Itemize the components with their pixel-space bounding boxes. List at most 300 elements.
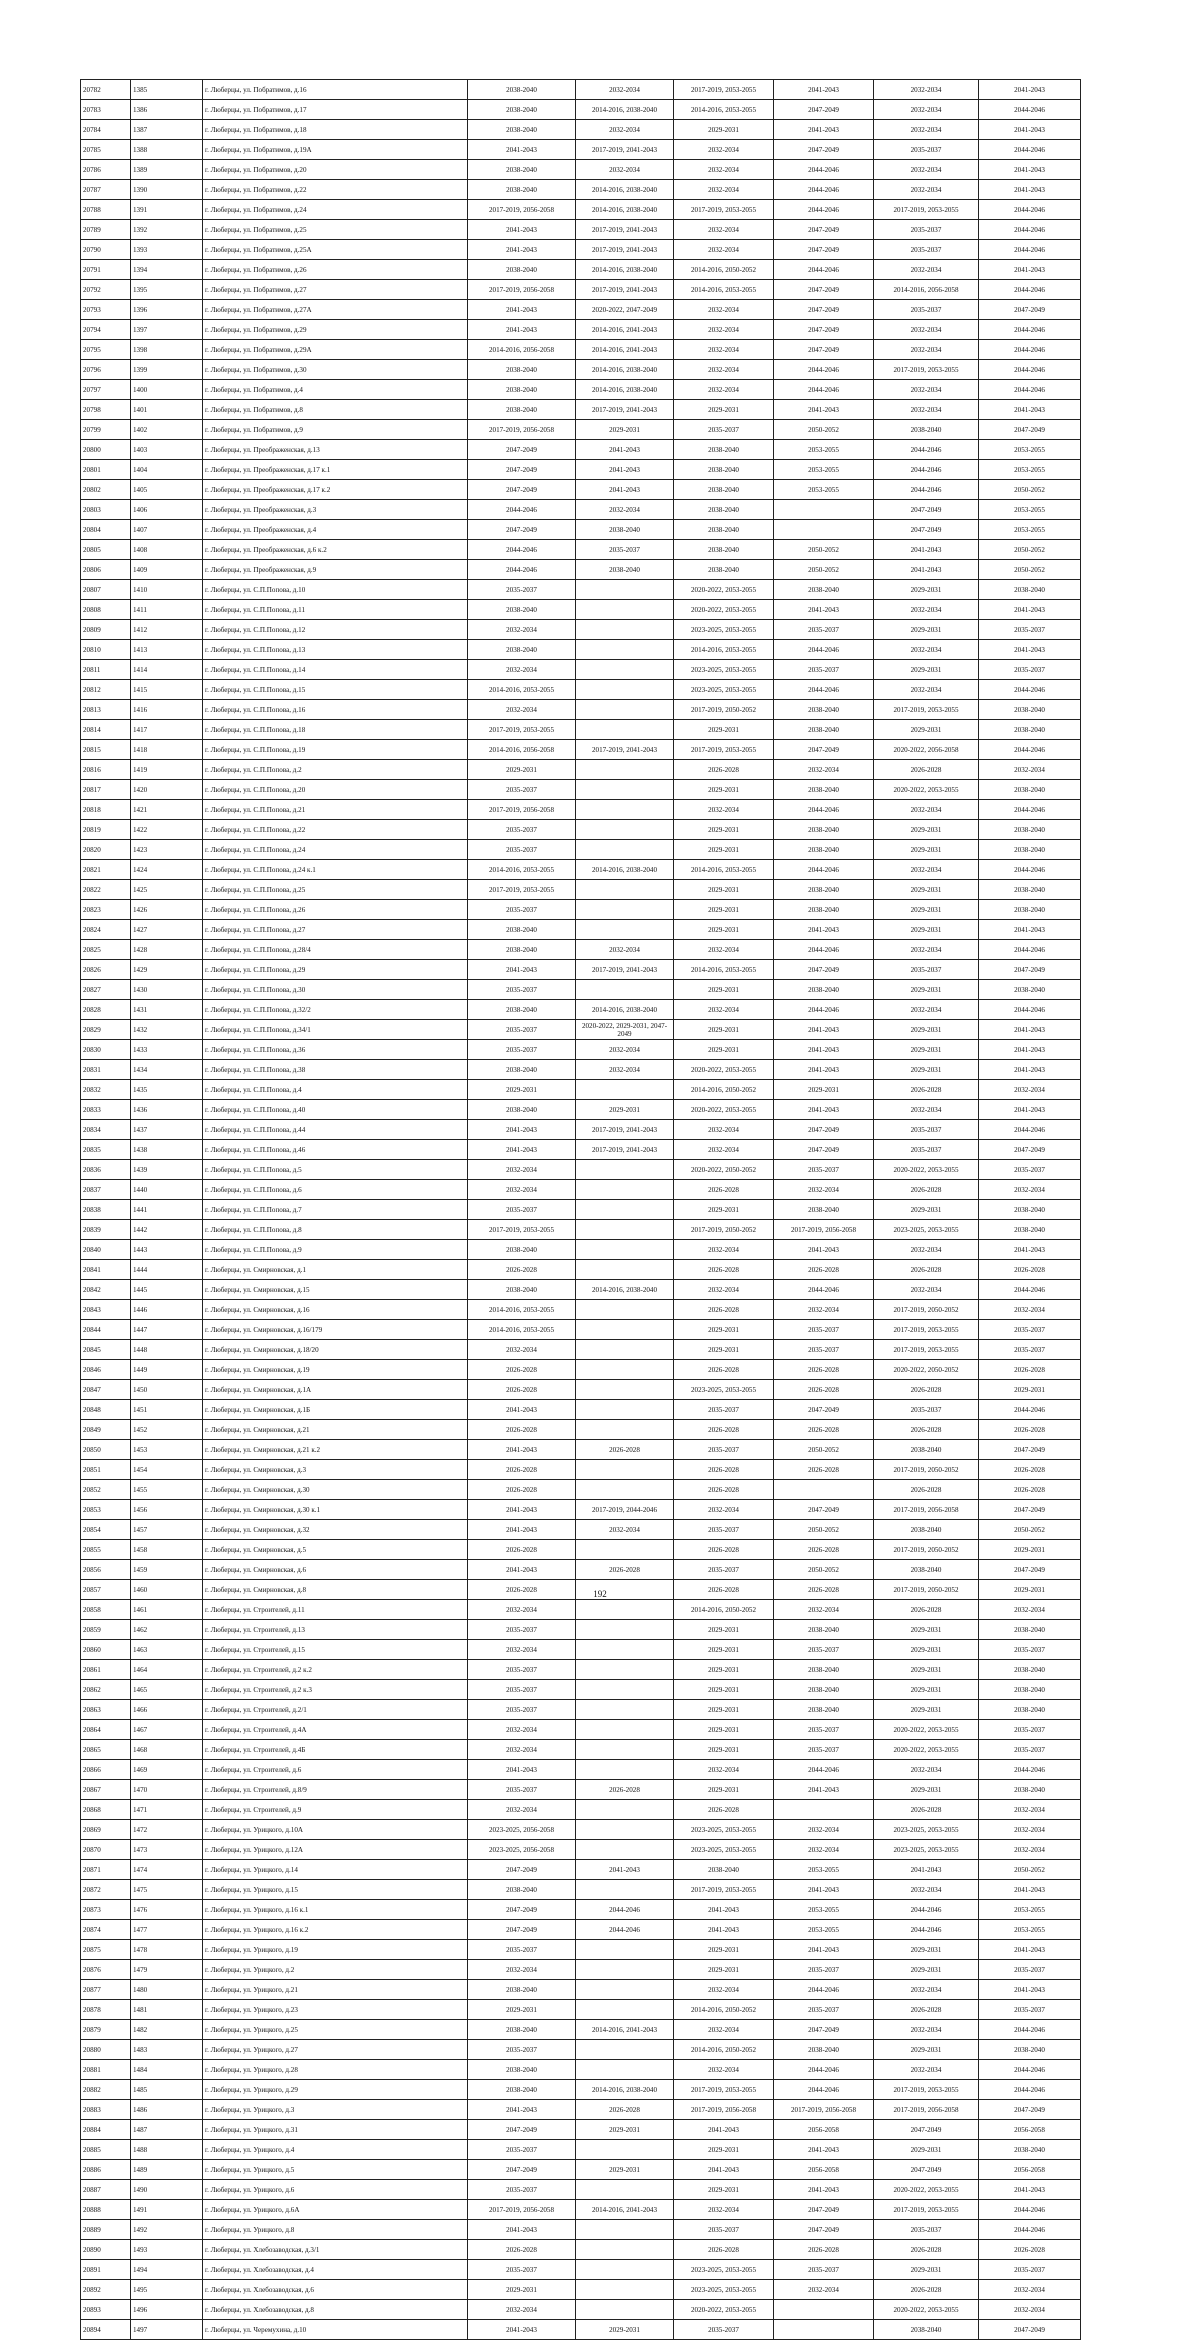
cell-record-number: 20892 bbox=[81, 2280, 131, 2300]
cell-period-col-1: 2035-2037 bbox=[468, 840, 576, 860]
cell-item-number: 1468 bbox=[131, 1740, 203, 1760]
cell-period-col-6: 2032-2034 bbox=[979, 2280, 1081, 2300]
table-row bbox=[81, 420, 1081, 440]
cell-item-number: 1460 bbox=[131, 1580, 203, 1600]
cell-address: г. Люберцы, ул. Преображенская, д.3 bbox=[203, 500, 468, 520]
cell-period-col-2: 2020-2022, 2029-2031, 2047-2049 bbox=[576, 1020, 674, 1040]
table-row bbox=[81, 1240, 1081, 1260]
cell-period-col-3: 2029-2031 bbox=[674, 1200, 774, 1220]
cell-period-col-2 bbox=[576, 780, 674, 800]
cell-item-number: 1482 bbox=[131, 2020, 203, 2040]
cell-item-number: 1443 bbox=[131, 1240, 203, 1260]
cell-period-col-4: 2035-2037 bbox=[774, 1960, 874, 1980]
cell-period-col-2 bbox=[576, 1660, 674, 1680]
table-row bbox=[81, 200, 1081, 220]
table-row bbox=[81, 2260, 1081, 2280]
cell-period-col-2 bbox=[576, 580, 674, 600]
cell-period-col-1: 2047-2049 bbox=[468, 2120, 576, 2140]
cell-address: г. Люберцы, ул. Смирновская, д.19 bbox=[203, 1360, 468, 1380]
cell-period-col-2 bbox=[576, 1200, 674, 1220]
cell-period-col-2: 2017-2019, 2041-2043 bbox=[576, 740, 674, 760]
cell-period-col-5: 2017-2019, 2050-2052 bbox=[874, 1300, 979, 1320]
cell-record-number: 20823 bbox=[81, 900, 131, 920]
cell-period-col-1: 2017-2019, 2053-2055 bbox=[468, 720, 576, 740]
cell-record-number: 20833 bbox=[81, 1100, 131, 1120]
cell-period-col-2 bbox=[576, 620, 674, 640]
cell-period-col-5: 2020-2022, 2053-2055 bbox=[874, 780, 979, 800]
cell-period-col-4 bbox=[774, 2300, 874, 2320]
cell-period-col-1: 2038-2040 bbox=[468, 940, 576, 960]
cell-address: г. Люберцы, ул. Урицкого, д.8 bbox=[203, 2220, 468, 2240]
cell-period-col-6: 2050-2052 bbox=[979, 480, 1081, 500]
cell-period-col-2 bbox=[576, 2040, 674, 2060]
cell-period-col-6: 2050-2052 bbox=[979, 540, 1081, 560]
cell-address: г. Люберцы, ул. Побратимов, д.19А bbox=[203, 140, 468, 160]
cell-address: г. Люберцы, ул. Побратимов, д.24 bbox=[203, 200, 468, 220]
cell-address: г. Люберцы, ул. Урицкого, д.15 bbox=[203, 1880, 468, 1900]
cell-item-number: 1427 bbox=[131, 920, 203, 940]
cell-period-col-4 bbox=[774, 1480, 874, 1500]
cell-address: г. Люберцы, ул. Преображенская, д.17 к.2 bbox=[203, 480, 468, 500]
cell-period-col-1: 2026-2028 bbox=[468, 1480, 576, 1500]
table-row bbox=[81, 400, 1081, 420]
cell-period-col-1: 2035-2037 bbox=[468, 1200, 576, 1220]
cell-record-number: 20874 bbox=[81, 1920, 131, 1940]
cell-period-col-5: 2029-2031 bbox=[874, 1660, 979, 1680]
cell-period-col-6: 2047-2049 bbox=[979, 1440, 1081, 1460]
cell-address: г. Люберцы, ул. С.П.Попова, д.36 bbox=[203, 1040, 468, 1060]
cell-record-number: 20855 bbox=[81, 1540, 131, 1560]
cell-record-number: 20858 bbox=[81, 1600, 131, 1620]
table-row bbox=[81, 800, 1081, 820]
cell-period-col-1: 2047-2049 bbox=[468, 480, 576, 500]
table-body bbox=[81, 80, 1081, 2340]
cell-period-col-2 bbox=[576, 2060, 674, 2080]
cell-record-number: 20811 bbox=[81, 660, 131, 680]
cell-period-col-1: 2038-2040 bbox=[468, 1000, 576, 1020]
table-row bbox=[81, 220, 1081, 240]
cell-period-col-4: 2017-2019, 2056-2058 bbox=[774, 1220, 874, 1240]
cell-address: г. Люберцы, ул. С.П.Попова, д.46 bbox=[203, 1140, 468, 1160]
cell-period-col-1: 2044-2046 bbox=[468, 560, 576, 580]
table-row bbox=[81, 880, 1081, 900]
cell-record-number: 20839 bbox=[81, 1220, 131, 1240]
cell-period-col-1: 2014-2016, 2053-2055 bbox=[468, 680, 576, 700]
cell-period-col-5: 2029-2031 bbox=[874, 1680, 979, 1700]
cell-period-col-4: 2038-2040 bbox=[774, 780, 874, 800]
cell-period-col-6: 2041-2043 bbox=[979, 2180, 1081, 2200]
cell-period-col-1: 2026-2028 bbox=[468, 1460, 576, 1480]
cell-item-number: 1493 bbox=[131, 2240, 203, 2260]
cell-period-col-4: 2038-2040 bbox=[774, 580, 874, 600]
cell-period-col-4: 2041-2043 bbox=[774, 1780, 874, 1800]
cell-period-col-2 bbox=[576, 1160, 674, 1180]
table-row bbox=[81, 600, 1081, 620]
cell-period-col-5: 2026-2028 bbox=[874, 760, 979, 780]
table-row bbox=[81, 2140, 1081, 2160]
cell-period-col-5: 2038-2040 bbox=[874, 2320, 979, 2340]
table-row bbox=[81, 2020, 1081, 2040]
cell-address: г. Люберцы, ул. Урицкого, д.19 bbox=[203, 1940, 468, 1960]
cell-record-number: 20857 bbox=[81, 1580, 131, 1600]
cell-period-col-6: 2041-2043 bbox=[979, 180, 1081, 200]
cell-period-col-3: 2020-2022, 2053-2055 bbox=[674, 2300, 774, 2320]
table-row bbox=[81, 900, 1081, 920]
table-row bbox=[81, 1700, 1081, 1720]
cell-period-col-2 bbox=[576, 1360, 674, 1380]
cell-item-number: 1392 bbox=[131, 220, 203, 240]
cell-period-col-5: 2032-2034 bbox=[874, 1280, 979, 1300]
cell-period-col-1: 2044-2046 bbox=[468, 540, 576, 560]
cell-period-col-3: 2041-2043 bbox=[674, 2120, 774, 2140]
table-row bbox=[81, 100, 1081, 120]
cell-period-col-4: 2047-2049 bbox=[774, 1140, 874, 1160]
cell-item-number: 1453 bbox=[131, 1440, 203, 1460]
cell-period-col-5: 2026-2028 bbox=[874, 1180, 979, 1200]
cell-address: г. Люберцы, ул. С.П.Попова, д.21 bbox=[203, 800, 468, 820]
cell-period-col-1: 2038-2040 bbox=[468, 160, 576, 180]
cell-record-number: 20872 bbox=[81, 1880, 131, 1900]
cell-period-col-1: 2017-2019, 2053-2055 bbox=[468, 1220, 576, 1240]
cell-period-col-5: 2044-2046 bbox=[874, 480, 979, 500]
table-row bbox=[81, 720, 1081, 740]
cell-period-col-5: 2032-2034 bbox=[874, 1100, 979, 1120]
cell-period-col-3: 2017-2019, 2053-2055 bbox=[674, 2080, 774, 2100]
cell-period-col-4: 2035-2037 bbox=[774, 1340, 874, 1360]
cell-period-col-1: 2035-2037 bbox=[468, 820, 576, 840]
cell-period-col-1: 2032-2034 bbox=[468, 1800, 576, 1820]
cell-period-col-4: 2038-2040 bbox=[774, 1200, 874, 1220]
cell-address: г. Люберцы, ул. Урицкого, д.6А bbox=[203, 2200, 468, 2220]
cell-period-col-6: 2041-2043 bbox=[979, 1100, 1081, 1120]
cell-period-col-6: 2038-2040 bbox=[979, 840, 1081, 860]
table-row bbox=[81, 1540, 1081, 1560]
cell-item-number: 1465 bbox=[131, 1680, 203, 1700]
cell-period-col-5: 2038-2040 bbox=[874, 420, 979, 440]
cell-period-col-1: 2035-2037 bbox=[468, 900, 576, 920]
cell-period-col-3: 2017-2019, 2056-2058 bbox=[674, 2100, 774, 2120]
cell-period-col-3: 2035-2037 bbox=[674, 1440, 774, 1460]
cell-record-number: 20834 bbox=[81, 1120, 131, 1140]
cell-period-col-3: 2014-2016, 2053-2055 bbox=[674, 100, 774, 120]
cell-period-col-1: 2038-2040 bbox=[468, 100, 576, 120]
cell-period-col-4: 2035-2037 bbox=[774, 1720, 874, 1740]
cell-period-col-3: 2038-2040 bbox=[674, 440, 774, 460]
cell-period-col-6: 2044-2046 bbox=[979, 240, 1081, 260]
cell-period-col-2: 2014-2016, 2038-2040 bbox=[576, 260, 674, 280]
cell-period-col-3: 2032-2034 bbox=[674, 340, 774, 360]
cell-period-col-1: 2038-2040 bbox=[468, 1880, 576, 1900]
cell-period-col-3: 2032-2034 bbox=[674, 2200, 774, 2220]
cell-period-col-5: 2041-2043 bbox=[874, 540, 979, 560]
cell-address: г. Люберцы, ул. Смирновская, д.6 bbox=[203, 1560, 468, 1580]
cell-address: г. Люберцы, ул. Побратимов, д.18 bbox=[203, 120, 468, 140]
cell-period-col-6: 2041-2043 bbox=[979, 1020, 1081, 1040]
table-row bbox=[81, 1500, 1081, 1520]
cell-period-col-2: 2017-2019, 2041-2043 bbox=[576, 1120, 674, 1140]
cell-period-col-5: 2044-2046 bbox=[874, 440, 979, 460]
cell-period-col-5: 2032-2034 bbox=[874, 320, 979, 340]
table-row bbox=[81, 80, 1081, 100]
cell-period-col-5: 2017-2019, 2050-2052 bbox=[874, 1580, 979, 1600]
table-row bbox=[81, 620, 1081, 640]
table-row bbox=[81, 520, 1081, 540]
cell-period-col-5: 2047-2049 bbox=[874, 520, 979, 540]
cell-period-col-6: 2038-2040 bbox=[979, 880, 1081, 900]
cell-period-col-4: 2035-2037 bbox=[774, 1640, 874, 1660]
cell-period-col-3: 2020-2022, 2053-2055 bbox=[674, 1060, 774, 1080]
cell-item-number: 1440 bbox=[131, 1180, 203, 1200]
cell-address: г. Люберцы, ул. Смирновская, д.8 bbox=[203, 1580, 468, 1600]
cell-address: г. Люберцы, ул. Урицкого, д.21 bbox=[203, 1980, 468, 2000]
cell-period-col-3: 2029-2031 bbox=[674, 780, 774, 800]
cell-record-number: 20796 bbox=[81, 360, 131, 380]
cell-record-number: 20816 bbox=[81, 760, 131, 780]
cell-period-col-3: 2026-2028 bbox=[674, 1460, 774, 1480]
cell-period-col-2: 2014-2016, 2038-2040 bbox=[576, 1000, 674, 1020]
cell-record-number: 20820 bbox=[81, 840, 131, 860]
cell-address: г. Люберцы, ул. Урицкого, д.5 bbox=[203, 2160, 468, 2180]
cell-period-col-4: 2053-2055 bbox=[774, 480, 874, 500]
cell-period-col-4 bbox=[774, 2320, 874, 2340]
table-row bbox=[81, 2000, 1081, 2020]
cell-period-col-4 bbox=[774, 500, 874, 520]
cell-record-number: 20856 bbox=[81, 1560, 131, 1580]
cell-item-number: 1446 bbox=[131, 1300, 203, 1320]
cell-period-col-1: 2038-2040 bbox=[468, 640, 576, 660]
cell-period-col-5: 2017-2019, 2050-2052 bbox=[874, 1540, 979, 1560]
cell-period-col-1: 2041-2043 bbox=[468, 240, 576, 260]
cell-period-col-6: 2041-2043 bbox=[979, 1040, 1081, 1060]
cell-period-col-4: 2038-2040 bbox=[774, 2040, 874, 2060]
cell-period-col-6: 2044-2046 bbox=[979, 940, 1081, 960]
cell-record-number: 20785 bbox=[81, 140, 131, 160]
cell-period-col-6: 2044-2046 bbox=[979, 1120, 1081, 1140]
cell-period-col-2 bbox=[576, 1320, 674, 1340]
cell-period-col-5: 2029-2031 bbox=[874, 1020, 979, 1040]
cell-record-number: 20878 bbox=[81, 2000, 131, 2020]
table-row bbox=[81, 480, 1081, 500]
cell-record-number: 20791 bbox=[81, 260, 131, 280]
cell-record-number: 20809 bbox=[81, 620, 131, 640]
cell-period-col-1: 2035-2037 bbox=[468, 1680, 576, 1700]
cell-period-col-2 bbox=[576, 1220, 674, 1240]
cell-period-col-1: 2032-2034 bbox=[468, 1720, 576, 1740]
cell-period-col-6: 2038-2040 bbox=[979, 1680, 1081, 1700]
cell-record-number: 20784 bbox=[81, 120, 131, 140]
table-row bbox=[81, 2100, 1081, 2120]
cell-period-col-2: 2032-2034 bbox=[576, 120, 674, 140]
cell-period-col-4: 2035-2037 bbox=[774, 660, 874, 680]
cell-period-col-5: 2029-2031 bbox=[874, 880, 979, 900]
cell-period-col-6: 2047-2049 bbox=[979, 1140, 1081, 1160]
cell-period-col-1: 2014-2016, 2053-2055 bbox=[468, 1320, 576, 1340]
cell-item-number: 1398 bbox=[131, 340, 203, 360]
cell-period-col-6: 2038-2040 bbox=[979, 1620, 1081, 1640]
cell-record-number: 20870 bbox=[81, 1840, 131, 1860]
cell-period-col-3: 2032-2034 bbox=[674, 2060, 774, 2080]
cell-period-col-2: 2044-2046 bbox=[576, 1920, 674, 1940]
cell-item-number: 1387 bbox=[131, 120, 203, 140]
table-row bbox=[81, 2040, 1081, 2060]
cell-period-col-5: 2032-2034 bbox=[874, 800, 979, 820]
cell-period-col-3: 2032-2034 bbox=[674, 940, 774, 960]
cell-period-col-4 bbox=[774, 1800, 874, 1820]
cell-address: г. Люберцы, ул. С.П.Попова, д.2 bbox=[203, 760, 468, 780]
cell-period-col-5: 2029-2031 bbox=[874, 1780, 979, 1800]
cell-record-number: 20850 bbox=[81, 1440, 131, 1460]
cell-period-col-5: 2029-2031 bbox=[874, 920, 979, 940]
table-row bbox=[81, 760, 1081, 780]
cell-period-col-1: 2038-2040 bbox=[468, 400, 576, 420]
cell-period-col-5: 2032-2034 bbox=[874, 640, 979, 660]
cell-period-col-3: 2032-2034 bbox=[674, 1120, 774, 1140]
cell-period-col-6: 2029-2031 bbox=[979, 1540, 1081, 1560]
cell-period-col-3: 2023-2025, 2053-2055 bbox=[674, 2280, 774, 2300]
cell-period-col-1: 2029-2031 bbox=[468, 2000, 576, 2020]
cell-period-col-5: 2032-2034 bbox=[874, 600, 979, 620]
cell-period-col-4: 2050-2052 bbox=[774, 1520, 874, 1540]
cell-address: г. Люберцы, ул. Смирновская, д.1Б bbox=[203, 1400, 468, 1420]
cell-period-col-2: 2014-2016, 2038-2040 bbox=[576, 200, 674, 220]
cell-period-col-2 bbox=[576, 1420, 674, 1440]
cell-period-col-5: 2032-2034 bbox=[874, 680, 979, 700]
cell-period-col-6: 2041-2043 bbox=[979, 400, 1081, 420]
cell-item-number: 1469 bbox=[131, 1760, 203, 1780]
cell-period-col-3: 2035-2037 bbox=[674, 2220, 774, 2240]
table-row bbox=[81, 1320, 1081, 1340]
cell-address: г. Люберцы, ул. Урицкого, д.27 bbox=[203, 2040, 468, 2060]
cell-period-col-3: 2023-2025, 2053-2055 bbox=[674, 1820, 774, 1840]
cell-period-col-3: 2038-2040 bbox=[674, 460, 774, 480]
cell-item-number: 1479 bbox=[131, 1960, 203, 1980]
cell-record-number: 20890 bbox=[81, 2240, 131, 2260]
cell-period-col-1: 2038-2040 bbox=[468, 2060, 576, 2080]
cell-address: г. Люберцы, ул. Строителей, д.8/9 bbox=[203, 1780, 468, 1800]
cell-item-number: 1429 bbox=[131, 960, 203, 980]
table-row bbox=[81, 540, 1081, 560]
cell-record-number: 20844 bbox=[81, 1320, 131, 1340]
cell-address: г. Люберцы, ул. Побратимов, д.27 bbox=[203, 280, 468, 300]
cell-period-col-2 bbox=[576, 1540, 674, 1560]
cell-period-col-4: 2029-2031 bbox=[774, 1080, 874, 1100]
cell-period-col-5: 2032-2034 bbox=[874, 940, 979, 960]
cell-item-number: 1441 bbox=[131, 1200, 203, 1220]
cell-item-number: 1403 bbox=[131, 440, 203, 460]
table-row bbox=[81, 680, 1081, 700]
cell-period-col-3: 2026-2028 bbox=[674, 1800, 774, 1820]
cell-period-col-6: 2044-2046 bbox=[979, 2200, 1081, 2220]
table-row bbox=[81, 700, 1081, 720]
cell-period-col-2 bbox=[576, 2180, 674, 2200]
cell-item-number: 1457 bbox=[131, 1520, 203, 1540]
table-row bbox=[81, 1400, 1081, 1420]
cell-period-col-2 bbox=[576, 880, 674, 900]
cell-period-col-3: 2029-2031 bbox=[674, 1940, 774, 1960]
table-row bbox=[81, 2060, 1081, 2080]
cell-period-col-3: 2032-2034 bbox=[674, 1500, 774, 1520]
cell-period-col-4: 2050-2052 bbox=[774, 420, 874, 440]
cell-period-col-6: 2032-2034 bbox=[979, 760, 1081, 780]
cell-period-col-5: 2032-2034 bbox=[874, 260, 979, 280]
cell-period-col-1: 2032-2034 bbox=[468, 620, 576, 640]
table-row bbox=[81, 1040, 1081, 1060]
cell-period-col-2 bbox=[576, 2300, 674, 2320]
cell-period-col-5: 2017-2019, 2056-2058 bbox=[874, 2100, 979, 2120]
cell-period-col-6: 2044-2046 bbox=[979, 1760, 1081, 1780]
cell-period-col-5: 2020-2022, 2053-2055 bbox=[874, 2180, 979, 2200]
cell-item-number: 1451 bbox=[131, 1400, 203, 1420]
cell-period-col-4: 2053-2055 bbox=[774, 1900, 874, 1920]
cell-period-col-2: 2014-2016, 2038-2040 bbox=[576, 380, 674, 400]
cell-period-col-2: 2017-2019, 2041-2043 bbox=[576, 280, 674, 300]
table-row bbox=[81, 820, 1081, 840]
cell-period-col-1: 2038-2040 bbox=[468, 1060, 576, 1080]
cell-address: г. Люберцы, ул. С.П.Попова, д.18 bbox=[203, 720, 468, 740]
cell-period-col-6: 2044-2046 bbox=[979, 140, 1081, 160]
cell-record-number: 20815 bbox=[81, 740, 131, 760]
cell-record-number: 20869 bbox=[81, 1820, 131, 1840]
cell-period-col-3: 2032-2034 bbox=[674, 320, 774, 340]
cell-item-number: 1395 bbox=[131, 280, 203, 300]
cell-period-col-4: 2047-2049 bbox=[774, 320, 874, 340]
cell-address: г. Люберцы, ул. Преображенская, д.17 к.1 bbox=[203, 460, 468, 480]
cell-address: г. Люберцы, ул. Преображенская, д.6 к.2 bbox=[203, 540, 468, 560]
table-row bbox=[81, 1360, 1081, 1380]
cell-period-col-5: 2032-2034 bbox=[874, 80, 979, 100]
cell-item-number: 1494 bbox=[131, 2260, 203, 2280]
cell-period-col-4: 2056-2058 bbox=[774, 2120, 874, 2140]
cell-period-col-5: 2032-2034 bbox=[874, 120, 979, 140]
table-row bbox=[81, 1800, 1081, 1820]
cell-address: г. Люберцы, ул. С.П.Попова, д.34/1 bbox=[203, 1020, 468, 1040]
cell-period-col-4: 2026-2028 bbox=[774, 2240, 874, 2260]
cell-period-col-1: 2041-2043 bbox=[468, 300, 576, 320]
cell-address: г. Люберцы, ул. Побратимов, д.16 bbox=[203, 80, 468, 100]
cell-address: г. Люберцы, ул. Урицкого, д.12А bbox=[203, 1840, 468, 1860]
table-row bbox=[81, 1900, 1081, 1920]
cell-period-col-4: 2050-2052 bbox=[774, 1560, 874, 1580]
cell-period-col-5: 2017-2019, 2056-2058 bbox=[874, 1500, 979, 1520]
cell-record-number: 20817 bbox=[81, 780, 131, 800]
cell-period-col-3: 2035-2037 bbox=[674, 420, 774, 440]
cell-period-col-2 bbox=[576, 1840, 674, 1860]
cell-period-col-5: 2029-2031 bbox=[874, 1200, 979, 1220]
table-row bbox=[81, 1480, 1081, 1500]
cell-period-col-4: 2053-2055 bbox=[774, 1920, 874, 1940]
cell-period-col-1: 2035-2037 bbox=[468, 1780, 576, 1800]
cell-period-col-6: 2032-2034 bbox=[979, 1080, 1081, 1100]
cell-period-col-2 bbox=[576, 2220, 674, 2240]
cell-period-col-2 bbox=[576, 2260, 674, 2280]
cell-record-number: 20881 bbox=[81, 2060, 131, 2080]
cell-period-col-6: 2035-2037 bbox=[979, 1340, 1081, 1360]
cell-item-number: 1476 bbox=[131, 1900, 203, 1920]
cell-period-col-2 bbox=[576, 1460, 674, 1480]
cell-period-col-6: 2032-2034 bbox=[979, 1820, 1081, 1840]
cell-item-number: 1438 bbox=[131, 1140, 203, 1160]
cell-record-number: 20847 bbox=[81, 1380, 131, 1400]
cell-address: г. Люберцы, ул. С.П.Попова, д.16 bbox=[203, 700, 468, 720]
cell-record-number: 20830 bbox=[81, 1040, 131, 1060]
cell-item-number: 1397 bbox=[131, 320, 203, 340]
cell-period-col-5: 2029-2031 bbox=[874, 980, 979, 1000]
cell-period-col-6: 2032-2034 bbox=[979, 1600, 1081, 1620]
cell-period-col-2 bbox=[576, 1980, 674, 2000]
cell-period-col-1: 2041-2043 bbox=[468, 1500, 576, 1520]
cell-period-col-4: 2044-2046 bbox=[774, 860, 874, 880]
cell-period-col-6: 2041-2043 bbox=[979, 600, 1081, 620]
